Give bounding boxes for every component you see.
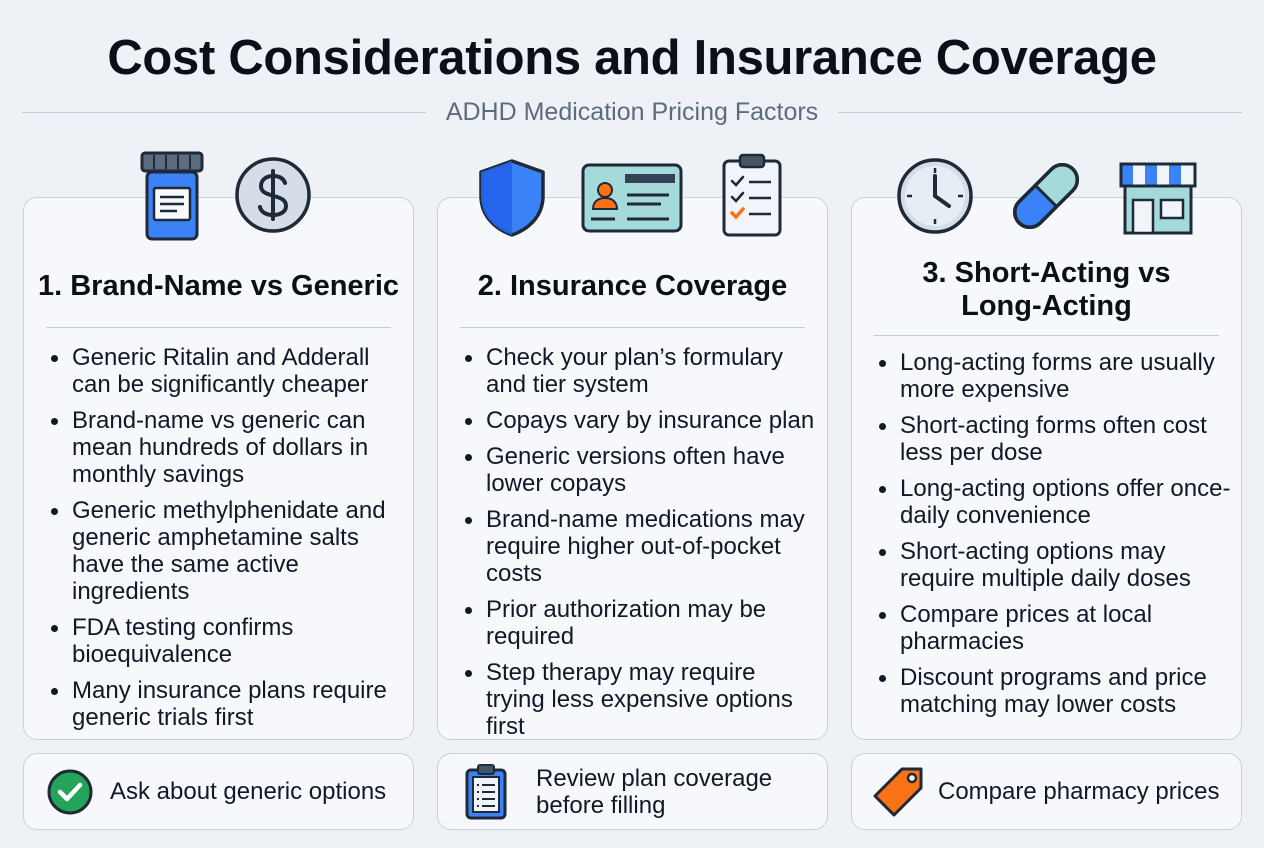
- list-item: Short-acting forms often cost less per dose: [874, 412, 1231, 466]
- card-brand-vs-generic: [23, 197, 414, 740]
- list-item: Generic versions often have lower copays: [460, 443, 817, 497]
- pharmacy-storefront-icon: [1117, 156, 1199, 236]
- insurance-card-icon: [581, 163, 683, 233]
- list-item: Step therapy may require trying less expensive options first: [460, 659, 817, 740]
- tip-label: Ask about generic options: [110, 778, 387, 805]
- list-item: Prior authorization may be required: [460, 596, 817, 650]
- tip-label-line: before filling: [536, 791, 666, 819]
- card-heading-line: 3. Short-Acting vs: [922, 257, 1171, 289]
- pill-bottle-icon: [139, 150, 205, 242]
- list-item: Short-acting options may require multiple daily doses: [874, 538, 1231, 592]
- list-item: Brand-name vs generic can mean hundreds of dollars in monthly savings: [46, 407, 403, 488]
- bullet-list: [460, 344, 817, 749]
- subtitle-row: [22, 96, 1242, 128]
- card-insurance-coverage: [437, 197, 828, 740]
- list-item: Discount programs and price matching may lower costs: [874, 664, 1231, 718]
- clock-icon: [895, 156, 975, 236]
- subtitle-rule-right: [838, 112, 1242, 113]
- page-title: Cost Considerations and Insurance Coverage: [107, 31, 1157, 85]
- card-heading: [852, 257, 1241, 323]
- tip-compare-prices: [851, 753, 1242, 830]
- dollar-coin-icon: [233, 155, 313, 235]
- card-heading: 2. Insurance Coverage: [477, 270, 788, 302]
- check-circle-icon: [46, 768, 94, 816]
- checklist-clipboard-icon: [721, 152, 783, 238]
- card-divider: [460, 327, 805, 328]
- page-subtitle: ADHD Medication Pricing Factors: [445, 97, 819, 126]
- tip-ask-generic: [23, 753, 414, 830]
- card-divider: [46, 327, 391, 328]
- tip-label-line: Review plan coverage: [536, 764, 773, 792]
- subtitle-rule-left: [22, 112, 426, 113]
- list-item: Generic methylphenidate and generic amphetamine salts have the same active ingredients: [46, 497, 403, 605]
- tip-label: [536, 765, 772, 819]
- list-item: Long-acting forms are usually more expensive: [874, 349, 1231, 403]
- card-heading-line: Long-Acting: [961, 290, 1132, 322]
- list-item: Check your plan’s formulary and tier system: [460, 344, 817, 398]
- card-heading: 1. Brand-Name vs Generic: [37, 270, 400, 302]
- list-item: FDA testing confirms bioequivalence: [46, 614, 403, 668]
- list-item: Many insurance plans require generic trials first: [46, 677, 403, 731]
- list-item: Brand-name medications may require higher out-of-pocket costs: [460, 506, 817, 587]
- capsule-icon: [1004, 156, 1088, 236]
- clipboard-list-icon: [464, 763, 508, 821]
- list-item: Copays vary by insurance plan: [460, 407, 817, 434]
- card-short-vs-long-acting: [851, 197, 1242, 740]
- shield-icon: [477, 158, 547, 238]
- tip-review-coverage: [437, 753, 828, 830]
- tip-label: Compare pharmacy prices: [938, 778, 1220, 805]
- list-item: Long-acting options offer once-daily convenience: [874, 475, 1231, 529]
- price-tag-icon: [872, 766, 924, 818]
- bullet-list: [46, 344, 403, 740]
- list-item: Generic Ritalin and Adderall can be significantly cheaper: [46, 344, 403, 398]
- card-divider: [874, 335, 1219, 336]
- bullet-list: [874, 349, 1231, 727]
- list-item: Compare prices at local pharmacies: [874, 601, 1231, 655]
